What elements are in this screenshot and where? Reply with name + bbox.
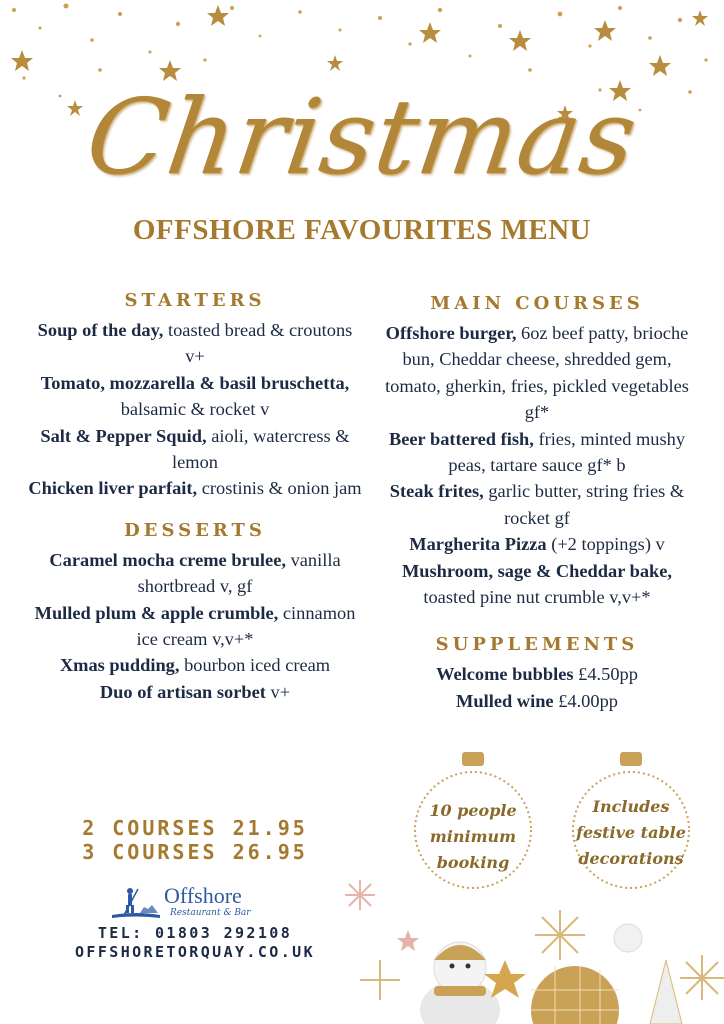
- menu-subtitle: OFFSHORE FAVOURITES MENU: [132, 214, 592, 246]
- menu-item: Offshore burger, 6oz beef patty, brioche bun, Cheddar cheese, shredded gem, tomato, gherkin, fries, pickled vegetables gf*: [385, 323, 689, 423]
- festive-decorations-illustration: [330, 860, 724, 1024]
- left-column: [28, 290, 362, 705]
- course-prices: [28, 816, 362, 864]
- two-courses-price: 2 COURSES 21.95: [82, 816, 308, 840]
- menu-item: Caramel mocha creme brulee, vanilla shortbread v, gf: [49, 549, 341, 597]
- website: OFFSHORETORQUAY.CO.UK: [74, 943, 316, 961]
- menu-item: Xmas pudding, bourbon iced cream: [59, 655, 331, 676]
- telephone: TEL: 01803 292108: [97, 924, 293, 942]
- paddleboarder-icon: [110, 885, 162, 921]
- supplements-heading: SUPPLEMENTS: [435, 634, 639, 656]
- starters-heading: STARTERS: [124, 290, 266, 311]
- menu-item: Mushroom, sage & Cheddar bake, toasted pine nut crumble v,v+*: [401, 560, 673, 608]
- menu-item: Soup of the day, toasted bread & croutons v+: [37, 320, 353, 367]
- menu-item: Margherita Pizza (+2 toppings) v: [409, 534, 665, 555]
- menu-item: Beer battered fish, fries, minted mushy peas, tartare sauce gf* b: [388, 428, 686, 476]
- bauble-decorations-text: Includes festive table decorations: [576, 797, 686, 868]
- right-column: [374, 293, 700, 714]
- menu-item: Duo of artisan sorbet v+: [99, 681, 291, 702]
- menu-item: Mulled wine £4.00pp: [456, 690, 618, 711]
- three-courses-price: 3 COURSES 26.95: [82, 840, 308, 864]
- menu-item: Welcome bubbles £4.50pp: [436, 664, 638, 685]
- main-courses-heading: MAIN COURSES: [430, 293, 644, 314]
- menu-item: Mulled plum & apple crumble, cinnamon ice cream v,v+*: [34, 602, 356, 650]
- logo-name: Offshore: [164, 883, 242, 908]
- desserts-heading: DESSERTS: [124, 519, 266, 541]
- menu-item: Salt & Pepper Squid, aioli, watercress & lemon: [40, 425, 350, 473]
- offshore-logo: [110, 883, 290, 923]
- menu-item: Steak frites, garlic butter, string fries & rocket gf: [389, 481, 685, 528]
- bauble-booking-text: 10 people minimum booking: [429, 801, 517, 872]
- logo-tagline: Restaurant & Bar: [170, 908, 251, 918]
- menu-title: Christmas: [79, 76, 645, 198]
- menu-item: Tomato, mozzarella & basil bruschetta, balsamic & rocket v: [40, 372, 350, 420]
- menu-item: Chicken liver parfait, crostinis & onion jam: [28, 478, 362, 499]
